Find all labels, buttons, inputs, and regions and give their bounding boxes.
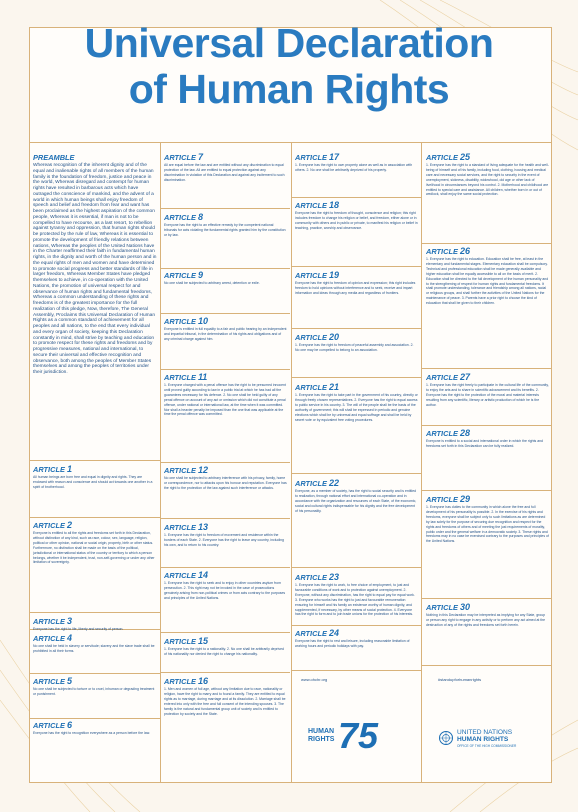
article-text: 1. Men and women of full age, without any limitation due to race, nationality or religion, have the right to marry and to found a family. They are entitled to equal rights as to marriage, during marriage and at its dissolution. 2. Marriage shall be entered into only with the free and full consent of the intending spouses. 3. The family is the natural and fundamental group unit of society and is entitled to protection by society and the State. (164, 687, 286, 716)
article-text: Everyone has the right to freedom of opinion and expression; this right includes freedom to hold opinions without interference and to seek, receive and impart information and ideas through any media and regardless of frontiers. (295, 281, 416, 295)
article-heading (295, 153, 418, 162)
article-9 (164, 271, 287, 317)
article-number: 21 (328, 383, 339, 392)
article-27 (426, 373, 549, 428)
article-number: 27 (459, 373, 470, 382)
article-number: 14 (197, 571, 208, 580)
article-heading (426, 153, 549, 162)
article-text: Everyone has the right to freedom of thought, conscience and religion; this right includes freedom to change his religion or belief, and freedom, either alone or in community with others and in public or private, to manifest his religion or belief in teaching, practice, worship and observance. (295, 211, 418, 230)
article-heading (164, 571, 287, 580)
article-number: 28 (459, 429, 470, 438)
article-30 (426, 603, 549, 662)
article-label: ARTICLE (33, 634, 65, 643)
article-12 (164, 466, 287, 521)
article-label: ARTICLE (426, 495, 458, 504)
article-label: ARTICLE (426, 603, 458, 612)
article-16 (164, 677, 287, 775)
article-text: 1. Everyone has the right to take part in the government of his country, directly or through freely chosen representatives. 2. Everyone has the right to equal access to public service in his country. 3. The will of the people shall be the basis of the authority of government; this will shall be expressed in periodic and genuine elections which shall be by universal and equal suffrage and shall be held by secret vote or by equivalent free voting procedures. (295, 393, 418, 422)
article-heading (164, 317, 287, 326)
article-text: Everyone has the right to an effective remedy by the competent national tribunals for acts violating the fundamental rights granted him by the constitution or by law. (164, 223, 286, 237)
article-label: ARTICLE (33, 617, 65, 626)
article-heading (164, 677, 287, 686)
article-text: Everyone has the right to life, liberty and security of person. (33, 627, 124, 631)
article-text: 1. Everyone has duties to the community in which alone the free and full development of his personality is possible. 2. In the exercise of his rights and freedoms, everyone shall be subject only to such limitations as are determined by law solely for the purpose of securing due recognition and respect for the rights and freedoms of others and of meeting the just requirements of morality, public order and the general welfare in a democratic society. 3. These rights and freedoms may in no case be exercised contrary to the purposes and principles of the United Nations. (426, 505, 549, 544)
article-label: ARTICLE (426, 153, 458, 162)
article-text: 1. Everyone has the right to work, to free choice of employment, to just and favourable conditions of work and to protection against unemployment. 2. Everyone, without any discrimination, has the right to equal pay for equal work. 3. Everyone who works has the right to just and favourable remuneration ensuring for himself and his family an existence worthy of human dignity, and supplemented, if necessary, by other means of social protection. 4. Everyone has the right to form and to join trade unions for the protection of his interests. (295, 583, 415, 617)
article-heading (33, 617, 156, 626)
article-label: ARTICLE (164, 571, 196, 580)
article-heading (164, 523, 287, 532)
article-number: 4 (66, 634, 72, 643)
article-13 (164, 523, 287, 568)
article-text: 1. Everyone has the right to own property alone as well as in association with others. 2. No one shall be arbitrarily deprived of his property. (295, 163, 413, 172)
article-heading (33, 465, 156, 474)
article-number: 5 (66, 677, 72, 686)
article-label: ARTICLE (295, 153, 327, 162)
article-number: 30 (459, 603, 470, 612)
article-heading (426, 247, 549, 256)
article-text: Everyone is entitled in full equality to a fair and public hearing by an independent and impartial tribunal, in the determination of his rights and obligations and of any criminal charge against him. (164, 327, 287, 341)
cell-divider (160, 462, 290, 463)
article-number: 8 (197, 213, 203, 222)
article-19 (295, 271, 418, 329)
article-25 (426, 153, 549, 245)
article-label: ARTICLE (164, 153, 196, 162)
article-label: ARTICLE (295, 629, 327, 638)
article-number: 23 (328, 573, 339, 582)
article-label: ARTICLE (426, 429, 458, 438)
article-label: ARTICLE (295, 271, 327, 280)
logo-75: 75 (338, 715, 379, 756)
cell-divider (291, 377, 421, 378)
article-text: Everyone, as a member of society, has the right to social security and is entitled to realization, through national effort and international co-operation and in accordance with the organization and resources of each State, of the economic, social and cultural rights indispensable for his dignity and the free development of his personality. (295, 489, 417, 513)
article-label: ARTICLE (33, 465, 65, 474)
article-text: 1. Everyone has the right to a standard of living adequate for the health and well-being of himself and of his family, including food, clothing, housing and medical care and necessary social services, and the right to security in the event of unemployment, sickness, disability, widowhood, old age or other lack of livelihood in circumstances beyond his control. 2. Motherhood and childhood are entitled to special care and assistance. All children, whether born in or out of wedlock, shall enjoy the same social protection. (426, 163, 549, 197)
article-text: 1. Everyone charged with a penal offence has the right to be presumed innocent until proved guilty according to law in a public trial at which he has had all the guarantees necessary for his defence. 2. No one shall be held guilty of any penal offence on account of any act or omission which did not constitute a penal offence, under national or international law, at the time when it was committed. Nor shall a heavier penalty be imposed than the one that was applicable at the time the penal offence was committed. (164, 383, 286, 417)
article-label: ARTICLE (164, 523, 196, 532)
article-heading (426, 373, 549, 382)
article-label: ARTICLE (164, 637, 196, 646)
article-number: 13 (197, 523, 208, 532)
article-26 (426, 247, 549, 371)
article-heading (295, 383, 418, 392)
article-22 (295, 479, 418, 572)
article-heading (426, 429, 549, 438)
article-11 (164, 373, 287, 459)
article-heading (295, 271, 418, 280)
article-number: 25 (459, 153, 470, 162)
cell-divider (422, 665, 552, 666)
article-text: No one shall be subjected to arbitrary arrest, detention or exile. (164, 281, 260, 285)
un-line-3: OFFICE OF THE HIGH COMMISSIONER (457, 744, 517, 748)
article-heading (33, 521, 156, 530)
article-number: 15 (197, 637, 208, 646)
cell-divider (422, 490, 552, 491)
article-label: ARTICLE (295, 479, 327, 488)
title-line-2: of Human Rights (128, 66, 450, 112)
article-text: Everyone has the right to recognition everywhere as a person before the law. (33, 731, 150, 735)
article-8 (164, 213, 287, 270)
un-human-rights-logo (438, 728, 548, 758)
article-label: ARTICLE (295, 573, 327, 582)
article-number: 11 (197, 373, 208, 382)
column-divider-2 (291, 142, 292, 783)
article-20 (295, 333, 418, 365)
article-4 (33, 634, 156, 681)
article-heading (33, 721, 156, 730)
article-24 (295, 629, 418, 666)
article-21 (295, 383, 418, 473)
ohchr-url[interactable]: www.ohchr.org (301, 677, 328, 682)
article-label: ARTICLE (164, 317, 196, 326)
cell-divider (29, 460, 160, 461)
article-29 (426, 495, 549, 596)
page-title (0, 20, 578, 112)
article-heading (164, 637, 287, 646)
article-1 (33, 465, 156, 519)
article-heading (33, 634, 156, 643)
article-label: ARTICLE (164, 677, 196, 686)
article-7 (164, 153, 287, 210)
article-text: 1. Everyone has the right to freedom of movement and residence within the borders of each State. 2. Everyone has the right to leave any country, including his own, and to return to his country. (164, 533, 284, 547)
cell-divider (291, 473, 421, 474)
article-heading (295, 479, 418, 488)
article-number: 10 (197, 317, 208, 326)
article-heading (164, 213, 287, 222)
article-text: Nothing in this Declaration may be interpreted as implying for any State, group or person any right to engage in any activity or to perform any act aimed at the destruction of any of the rights and freedoms set forth herein. (426, 613, 546, 627)
article-text: 1. Everyone has the right to a nationality. 2. No one shall be arbitrarily deprived of his nationality nor denied the right to change his nationality. (164, 647, 284, 656)
article-number: 12 (197, 466, 208, 475)
article-number: 9 (197, 271, 203, 280)
article-text: No one shall be subjected to arbitrary interference with his privacy, family, home or correspondence, nor to attacks upon his honour and reputation. Everyone has the right to the protection of the law against such interference or attacks. (164, 476, 287, 490)
article-heading (33, 677, 156, 686)
article-number: 7 (197, 153, 203, 162)
article-number: 1 (66, 465, 72, 474)
article-17 (295, 153, 418, 199)
article-text: 1. Everyone has the right to seek and to enjoy in other countries asylum from persecution. 2. This right may not be invoked in the case of prosecutions genuinely arising from non-political crimes or from acts contrary to the purposes and principles of the United Nations. (164, 581, 286, 600)
article-number: 24 (328, 629, 339, 638)
article-10 (164, 317, 287, 372)
article-15 (164, 637, 287, 671)
article-text: 1. Everyone has the right freely to participate in the cultural life of the community, to enjoy the arts and to share in scientific advancement and its benefits. 2. Everyone has the right to the protection of the moral and material interests resulting from any scientific, literary or artistic production of which he is the author. (426, 383, 549, 407)
article-heading (295, 629, 418, 638)
preamble-text: Whereas recognition of the inherent dignity and of the equal and inalienable rights of all members of the human family is the foundation of freedom, justice and peace in the world, Whereas disregard and contempt for human rights have resulted in barbarous acts which have outraged the conscience of mankind, and the advent of a world in which human beings shall enjoy freedom of speech and belief and freedom from fear and want has been proclaimed as the highest aspiration of the common people, Whereas it is essential, if man is not to be compelled to have recourse, as a last resort, to rebellion against tyranny and oppression, that human rights should be protected by the rule of law, Whereas it is essential to promote the development of friendly relations between nations, Whereas the peoples of the United Nations have in the Charter reaffirmed their faith in fundamental human rights, in the dignity and worth of the human person and in the equal rights of men and women and have determined to promote social progress and better standards of life in larger freedom, Whereas Member States have pledged themselves to achieve, in co-operation with the United Nations, the promotion of universal respect for and observance of human rights and fundamental freedoms, Whereas a common understanding of these rights and freedoms is of the greatest importance for the full realization of this pledge, Now, therefore, The General Assembly, Proclaims this Universal Declaration of Human Rights as a common standard of achievement for all peoples and all nations, to the end that every individual and every organ of society, keeping this Declaration constantly in mind, shall strive by teaching and education to promote respect for these rights and freedoms and by progressive measures, national and international, to secure their universal and effective recognition and observance, both among the peoples of Member States themselves and among the peoples of territories under their jurisdiction. (33, 163, 157, 375)
article-text: 1. Everyone has the right to education. Education shall be free, at least in the elementary and fundamental stages. Elementary education shall be compulsory. Technical and professional education shall be made generally available and higher education shall be equally accessible to all on the basis of merit. 2. Education shall be directed to the full development of the human personality and to the strengthening of respect for human rights and fundamental freedoms. It shall promote understanding, tolerance and friendship among all nations, racial or religious groups, and shall further the activities of the United Nations for the maintenance of peace. 3. Parents have a prior right to choose the kind of education that shall be given to their children. (426, 257, 549, 306)
article-label: ARTICLE (33, 521, 65, 530)
article-label: ARTICLE (295, 333, 327, 342)
article-heading (426, 603, 549, 612)
article-number: 3 (66, 617, 72, 626)
article-number: 20 (328, 333, 339, 342)
human-rights-75-logo (308, 716, 378, 766)
article-label: ARTICLE (164, 271, 196, 280)
article-number: 2 (66, 521, 72, 530)
un-emblem-icon (438, 730, 454, 746)
article-2 (33, 521, 156, 615)
article-heading (295, 333, 418, 342)
article-14 (164, 571, 287, 635)
title-line-1: Universal Declaration (84, 20, 494, 66)
article-number: 26 (459, 247, 470, 256)
article-28 (426, 429, 549, 463)
hashtag: #standupforhumanrights (438, 677, 482, 682)
article-18 (295, 201, 418, 269)
article-3 (33, 617, 156, 633)
article-heading (164, 271, 287, 280)
article-text: Everyone is entitled to a social and international order in which the rights and freedoms set forth in this Declaration can be fully realized. (426, 439, 543, 448)
article-number: 6 (66, 721, 72, 730)
article-label: ARTICLE (426, 373, 458, 382)
article-number: 22 (328, 479, 339, 488)
article-heading (164, 373, 287, 382)
article-label: ARTICLE (295, 383, 327, 392)
article-label: ARTICLE (164, 213, 196, 222)
article-number: 16 (197, 677, 208, 686)
logo-human: HUMAN (308, 728, 335, 735)
column-divider-3 (421, 142, 422, 783)
article-number: 17 (328, 153, 339, 162)
article-heading (164, 153, 287, 162)
article-heading (295, 201, 418, 210)
article-number: 19 (328, 271, 339, 280)
article-label: ARTICLE (164, 373, 196, 382)
article-text: Everyone is entitled to all the rights and freedoms set forth in this Declaration, without distinction of any kind, such as race, colour, sex, language, religion, political or other opinion, national or social origin, property, birth or other status. Furthermore, no distinction shall be made on the basis of the political, jurisdictional or international status of the country or territory to which a person belongs, whether it be independent, trust, non-self-governing or under any other limitation of sovereignty. (33, 531, 155, 565)
preamble-heading: PREAMBLE (33, 153, 75, 162)
article-heading (295, 573, 418, 582)
article-number: 29 (459, 495, 470, 504)
article-heading (426, 495, 549, 504)
article-5 (33, 677, 156, 721)
article-text: No one shall be subjected to torture or to cruel, inhuman or degrading treatment or punishment. (33, 687, 155, 696)
article-label: ARTICLE (295, 201, 327, 210)
article-label: ARTICLE (33, 721, 65, 730)
cell-divider (422, 598, 552, 599)
article-label: ARTICLE (426, 247, 458, 256)
article-label: ARTICLE (33, 677, 65, 686)
article-text: Everyone has the right to rest and leisure, including reasonable limitation of working hours and periodic holidays with pay. (295, 639, 410, 648)
article-heading (164, 466, 287, 475)
article-text: All human beings are born free and equal in dignity and rights. They are endowed with reason and conscience and should act towards one another in a spirit of brotherhood. (33, 475, 153, 489)
article-label: ARTICLE (164, 466, 196, 475)
article-text: All are equal before the law and are entitled without any discrimination to equal protection of the law. All are entitled to equal protection against any discrimination in violation of this Declaration and against any incitement to such discrimination. (164, 163, 285, 182)
article-text: No one shall be held in slavery or servitude; slavery and the slave trade shall be prohibited in all their forms. (33, 644, 155, 653)
un-line-1: UNITED NATIONS (457, 729, 513, 736)
article-text: 1. Everyone has the right to freedom of peaceful assembly and association. 2. No one may be compelled to belong to an association. (295, 343, 414, 352)
article-6 (33, 721, 156, 771)
cell-divider (160, 672, 290, 673)
logo-rights: RIGHTS (308, 736, 335, 743)
un-line-2: HUMAN RIGHTS (457, 736, 509, 743)
preamble-section (33, 153, 157, 458)
article-number: 18 (328, 201, 339, 210)
